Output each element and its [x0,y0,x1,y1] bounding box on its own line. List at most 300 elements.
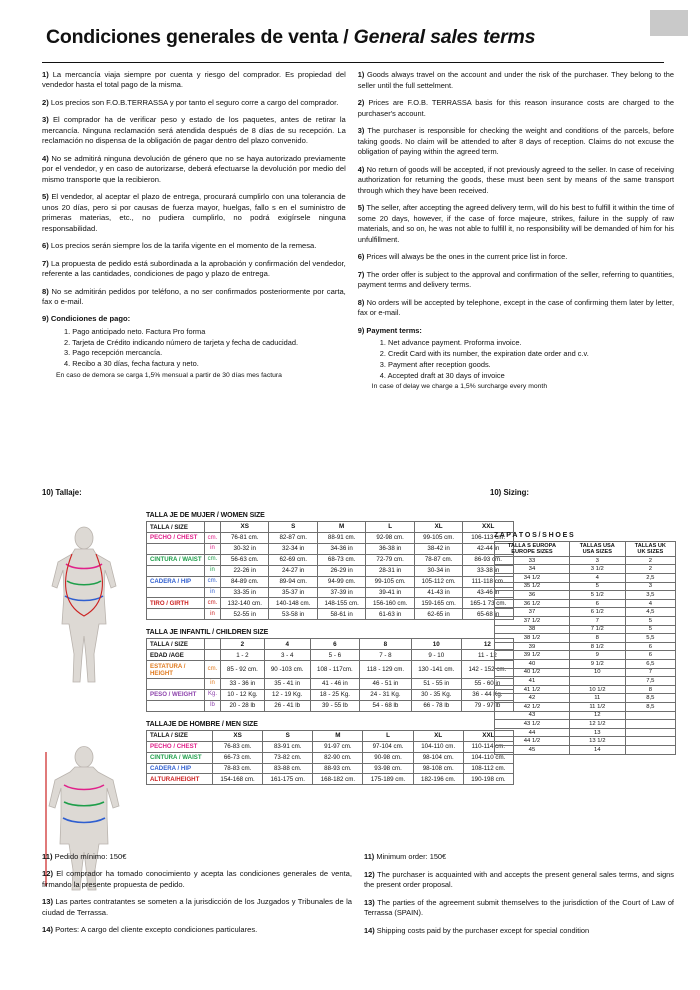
table-cell: 99-105 cm. [414,533,462,544]
sizing-heading-es-text: Tallaje: [55,488,82,497]
table-cell: 32-34 in [269,543,317,554]
table-row [147,752,514,763]
table-header-cell: TALLA / SIZE [147,639,205,650]
table-cell: 6 [625,651,675,660]
table-cell: 104-110 cm. [413,741,463,752]
table-cell: 4 [625,599,675,608]
table-row [495,668,676,677]
clause-text: El comprador ha de verificar peso y estado de los paquetes, antes de retirar la mercancía. Ninguna reclamación será atendida después de 8 días de su recepción. La reclamación no dispensa de la obligación de pagar dentro del plazo convenido. [42,115,346,146]
table-row [495,574,676,583]
table-cell: 83-91 cm. [263,741,313,752]
table-cell: 34-36 in [317,543,365,554]
clause-number: 1) [357,70,367,79]
bottom-clause-number: 11) [364,852,377,861]
woman-figure-icon [36,524,132,689]
table-cell: 12 [569,711,625,720]
table-header-cell: XS [213,730,263,741]
table-cell: 34 [495,565,570,574]
table-cell: 7 [569,617,625,626]
table-cell: 93-98 cm. [363,763,413,774]
clause-number: 8) [42,286,52,296]
row-unit [205,650,221,661]
table-cell: 108-112 cm. [463,763,513,774]
table-row [495,556,676,565]
bottom-clause [364,852,674,863]
table-cell: 39 1/2 [495,651,570,660]
table-row [147,554,514,565]
table-cell: 104-110 cm. [463,752,513,763]
table-header-cell: S [269,522,317,533]
table-row [495,702,676,711]
table-row [495,651,676,660]
terms-column-spanish [42,70,346,392]
table-cell [625,711,675,720]
table-cell: 8,5 [625,702,675,711]
table-row [495,737,676,746]
table-cell: 8,5 [625,694,675,703]
row-label [147,587,205,598]
table-cell: 10 - 12 Kg. [221,689,265,700]
table-cell: 79 - 97 lb [461,700,513,711]
clause-text: Prices are F.O.B. TERRASSA basis for this reason insurance costs are charged to the purchaser's account. [357,98,675,118]
row-unit: in [205,678,221,689]
table-cell: 7 1/2 [569,625,625,634]
table-cell: 72-79 cm. [366,554,414,565]
table-row [147,576,514,587]
table-cell: 36 1/2 [495,599,570,608]
bottom-clause-number: 13) [364,897,378,907]
clause-paragraph [358,252,674,263]
table-cell: 78-83 cm. [213,763,263,774]
table-cell: 58-61 in [317,609,365,620]
table-row [147,650,514,661]
clause-text: La propuesta de pedido está subordinada a la aprobación y confirmación del vendedor, referente a las cantidades, condiciones de pago y plazo de entrega. [42,258,346,279]
table-cell: 86-93 cm. [463,554,514,565]
table-cell: 14 [569,745,625,754]
table-row [495,565,676,574]
clause-paragraph [42,192,346,234]
table-cell [625,737,675,746]
clause-text: No se admitirán pedidos por teléfono, a no ser confirmados posteriormente por carta, fax o e-mail. [42,286,346,306]
terms-columns [42,70,674,392]
clause-paragraph [42,154,346,185]
clause-paragraph [358,126,674,158]
table-cell: 132-140 cm. [221,598,269,609]
clause-paragraph [358,298,674,319]
table-header-cell: S [263,730,313,741]
clause-text: No return of goods will be accepted, if not previously agreed to the seller. In case of receiving authorization for returning the goods, these must been sent by means of the same transport through which they have been received. [357,164,674,195]
clause-text: Prices will always be the ones in the current price list in force. [366,252,568,262]
children-size-block [146,629,514,711]
table-cell: 62-65 in [414,609,462,620]
table-cell: 33 - 36 in [221,678,265,689]
table-cell: 9 - 10 [411,650,461,661]
table-cell: 36 [495,591,570,600]
table-cell: 66-73 cm. [213,752,263,763]
row-label: EDAD /AGE [147,650,205,661]
payment-heading [358,326,674,337]
size-tables [146,512,514,794]
table-header-cell: 2 [221,639,265,650]
women-table-caption: TALLA JE DE MUJER / WOMEN SIZE [146,512,265,519]
clause-number: 6) [42,241,51,251]
bottom-clause-number: 12) [364,869,378,879]
row-unit: cm. [205,598,221,609]
table-header-cell: TALLAS USA USA SIZES [569,542,625,557]
payment-term-item: 2. Credit Card with its number, the expiration date order and c.v. [379,349,589,359]
clause-text: The order offer is subject to the approval and confirmation of the seller, referring to quantities, payment terms and delivery terms. [357,269,674,290]
row-label [147,543,205,554]
table-row [495,694,676,703]
table-cell: 52-55 in [221,609,269,620]
table-cell: 82-87 cm. [269,533,317,544]
table-row [147,700,514,711]
table-header-cell: TALLAS UK UK SIZES [625,542,675,557]
bottom-clause [42,925,352,935]
payment-term-item: 2. Tarjeta de Crédito indicando número de tarjeta y fecha de caducidad. [64,337,299,347]
table-cell [625,745,675,754]
clause-text: La mercancía viaja siempre por cuenta y riesgo del comprador. Es propiedad del vendedor hasta el total pago de la misma. [42,70,346,90]
table-row [495,677,676,686]
row-label: PECHO / CHEST [147,533,205,544]
clause-text: Los precios serán siempre los de la tarifa vigente en el momento de la remesa. [50,241,317,251]
table-cell: 24 - 31 Kg. [360,689,412,700]
table-header-cell: M [317,522,365,533]
table-header-cell: 8 [360,639,412,650]
table-row [495,720,676,729]
bottom-clause [42,897,352,918]
table-cell: 2 [625,565,675,574]
sizing-heading-en-number: 10) [490,488,502,497]
table-cell: 33-35 in [221,587,269,598]
table-header-cell: XL [413,730,463,741]
bottom-clause-text: Minimum order: 150€ [376,852,447,861]
row-label [147,678,205,689]
table-row [495,728,676,737]
table-cell: 5 [625,625,675,634]
row-unit: lb [205,700,221,711]
table-header-cell [205,522,221,533]
row-unit: cm. [205,533,221,544]
clause-number: 5) [42,192,52,202]
table-cell: 43 [495,711,570,720]
sizing-section [42,488,676,497]
table-row [147,609,514,620]
table-header-cell: L [363,730,413,741]
clause-text: Goods always travel on the account and under the risk of the purchaser. They belong to the seller until the full settelment. [357,70,674,90]
table-row [495,745,676,754]
bottom-clause-text: The purchaser is acquainted with and accepts the present general sales terms, and signs the present order proposal. [364,869,674,890]
bottom-clause-number: 13) [42,897,56,907]
table-row [147,661,514,679]
table-cell: 42-44 in [463,543,514,554]
table-cell: 39-41 in [366,587,414,598]
table-cell: 108 - 117cm. [310,661,360,679]
table-cell: 6 [569,599,625,608]
table-cell: 42 [495,694,570,703]
payment-term-item: 3. Pago recepción mercancía. [64,348,163,358]
table-cell: 68-73 cm. [317,554,365,565]
table-cell: 3 [569,556,625,565]
table-cell: 8 1/2 [569,642,625,651]
row-label: CADERA / HIP [147,763,213,774]
table-cell: 7,5 [625,677,675,686]
bottom-clause-number: 14) [42,925,56,935]
payment-term-item: 3. Payment after reception goods. [379,359,491,369]
clause-paragraph [42,98,346,108]
table-cell: 92-98 cm. [366,533,414,544]
table-row [147,763,514,774]
clause-paragraph [42,259,346,280]
table-row [495,625,676,634]
table-cell: 56-63 cm. [221,554,269,565]
table-row [147,678,514,689]
page-title [0,0,700,49]
table-cell: 40 [495,660,570,669]
table-cell: 33 [495,556,570,565]
table-cell: 44 1/2 [495,737,570,746]
table-cell: 106-113 cm. [463,533,514,544]
mannequin-figures [36,524,136,899]
table-cell: 43-46 in [463,587,514,598]
table-cell: 3 - 4 [264,650,310,661]
women-size-table [146,521,514,620]
table-row [495,634,676,643]
table-cell: 1 - 2 [221,650,265,661]
table-cell: 84-89 cm. [221,576,269,587]
table-cell: 10 [569,668,625,677]
table-header-cell: XXL [463,522,514,533]
table-cell: 13 1/2 [569,737,625,746]
clause-number: 3) [42,115,53,125]
clause-paragraph [42,115,346,146]
table-cell: 73-82 cm. [263,752,313,763]
clause-number: 4) [42,153,52,163]
table-cell: 78-87 cm. [414,554,462,565]
bottom-clause-text: The parties of the agreement submit themselves to the jurisdiction of the Court of Law of Terrassa (SPAIN). [364,897,674,918]
clause-text: The seller, after accepting the agreed delivery term, will do his best to fulfill it within the time of some 20 days, however, if the case of force majeure, strikes, failure in the supply of raw materials, and so on, he was not able to fulfill it, no responsibility will be demanded of him for his unfulfillment. [357,203,675,244]
table-cell: 28-31 in [366,565,414,576]
table-cell: 2 [625,556,675,565]
row-unit: in [205,587,221,598]
table-cell: 44 [495,728,570,737]
table-cell: 3,5 [625,591,675,600]
table-cell: 4,5 [625,608,675,617]
table-row [495,685,676,694]
row-label [147,565,205,576]
bottom-column-spanish [42,852,352,943]
row-unit: cm. [205,661,221,679]
table-cell: 51 - 55 in [411,678,461,689]
payment-term-item: 1. Net advance payment. Proforma invoice. [379,338,522,348]
table-row [147,689,514,700]
bottom-clause-text: El comprador ha tomado conocimiento y acepta las condiciones generales de venta, firmando la presente propuesta de pedido. [42,869,353,889]
table-cell: 35 - 41 in [264,678,310,689]
table-header-cell: 4 [264,639,310,650]
table-cell: 98-104 cm. [413,752,463,763]
table-cell: 30-34 in [414,565,462,576]
table-row [147,533,514,544]
table-row [147,543,514,554]
row-unit: in [205,543,221,554]
bottom-clause [42,852,352,862]
table-cell: 165-1 73 cm. [463,598,514,609]
table-cell: 38 1/2 [495,634,570,643]
table-cell: 148-155 cm. [317,598,365,609]
shoes-size-block [494,532,676,755]
table-cell: 35 1/2 [495,582,570,591]
men-size-block [146,721,514,786]
bottom-clause [364,898,674,919]
payment-term-item: 1. Pago anticipado neto. Factura Pro forma [64,326,206,336]
table-cell: 3 1/2 [569,565,625,574]
table-header-cell [205,639,221,650]
row-unit: cm. [205,554,221,565]
table-header-cell: 12 [461,639,513,650]
table-header-cell: XS [221,522,269,533]
bottom-clause [364,926,674,937]
table-cell: 159-165 cm. [414,598,462,609]
table-cell: 154-168 cm. [213,774,263,785]
table-cell: 8 [569,634,625,643]
clause-number: 5) [357,203,367,213]
row-unit: cm. [205,576,221,587]
payment-note: En caso de demora se carga 1,5% mensual a partir de 30 días mes factura [56,371,282,379]
table-cell: 33-38 in [463,565,514,576]
table-cell: 76-83 cm. [213,741,263,752]
clause-paragraph [42,70,346,91]
table-cell: 30 - 35 Kg. [411,689,461,700]
table-row [495,599,676,608]
table-cell: 38-42 in [414,543,462,554]
table-cell: 175-189 cm. [363,774,413,785]
bottom-clause-number: 14) [364,925,377,935]
table-cell: 18 - 25 Kg. [310,689,360,700]
table-cell: 66 - 78 lb [411,700,461,711]
table-cell: 97-104 cm. [363,741,413,752]
table-cell [625,720,675,729]
clause-number: 7) [42,258,52,268]
row-label: ESTATURA / HEIGHT [147,661,205,679]
row-label [147,609,205,620]
sizing-heading-en [490,488,676,497]
table-cell: 99-105 cm. [366,576,414,587]
page-corner-tab [650,10,688,36]
clause-text: No se admitirá ninguna devolución de género que no se haya autorizado previamente por el vendedor, y en caso de autorizarse, deberá efectuarse la devolución por medio del mismo transporte que la recibieron. [42,153,346,184]
sizing-heading-es-number: 10) [42,488,54,497]
clause-text: No orders will be accepted by telephone, except in the case of confirming them later by letter, fax or e-mail. [357,297,674,318]
women-size-block [146,512,514,620]
table-row [495,617,676,626]
table-cell: 91-97 cm. [313,741,363,752]
table-cell: 37 1/2 [495,617,570,626]
table-cell: 42 1/2 [495,702,570,711]
shoes-table-caption: Z A P A T O S / S H O E S [494,532,574,539]
table-cell: 111-118 cm. [463,576,514,587]
table-cell: 2,5 [625,574,675,583]
payment-terms-list [371,338,674,392]
table-cell: 40 1/2 [495,668,570,677]
table-cell: 26-29 in [317,565,365,576]
table-cell: 105-112 cm. [414,576,462,587]
table-header-cell: TALLA / SIZE [147,522,205,533]
table-row [495,591,676,600]
table-cell: 9 [569,651,625,660]
clause-number: 7) [357,269,367,279]
table-cell: 41 - 46 in [310,678,360,689]
bottom-clause-number: 11) [42,852,55,861]
clause-text: El vendedor, al aceptar el plazo de entrega, procurará cumplirlo con una tolerancia de unos 20 días, pero si por causas de fuerza mayor, huelgas, fallo s en el suministro de primeras materias, etc., no pudiera cumplirlo, no podrá exigírsele ninguna responsabilidad. [42,192,346,233]
bottom-column-english [364,852,674,943]
table-header-cell: XL [414,522,462,533]
table-cell: 7 [625,668,675,677]
clause-paragraph [358,203,674,245]
table-cell: 82-90 cm. [313,752,363,763]
row-unit: in [205,609,221,620]
bottom-clause-text: Portes: A cargo del cliente excepto condiciones particulares. [55,925,258,935]
row-label: PECHO / CHEST [147,741,213,752]
table-cell: 41 [495,677,570,686]
table-cell: 54 - 68 lb [360,700,412,711]
table-row [495,660,676,669]
clause-paragraph [358,165,674,197]
table-cell: 34 1/2 [495,574,570,583]
children-table-caption: TALLA JE INFANTIL / CHILDREN SIZE [146,629,269,637]
table-cell: 41-43 in [414,587,462,598]
table-cell: 4 [569,574,625,583]
table-cell: 5,5 [625,634,675,643]
page-title-en: General sales terms [353,26,536,48]
table-cell: 62-69 cm. [269,554,317,565]
table-cell: 161-175 cm. [263,774,313,785]
table-cell: 5 [625,617,675,626]
table-row [495,582,676,591]
table-row [147,587,514,598]
table-cell: 90 -103 cm. [264,661,310,679]
children-size-table [146,638,514,711]
table-row [495,711,676,720]
table-row [495,608,676,617]
row-label [147,700,205,711]
table-cell: 11 1/2 [569,702,625,711]
table-cell: 94-99 cm. [317,576,365,587]
table-cell: 36-38 in [366,543,414,554]
row-unit: Kg. [205,689,221,700]
table-cell: 190-198 cm. [463,774,513,785]
table-cell: 37-39 in [317,587,365,598]
clause-number: 3) [357,126,368,136]
clause-paragraph [42,241,346,251]
table-cell: 38 [495,625,570,634]
table-cell: 43 1/2 [495,720,570,729]
table-cell: 39 [495,642,570,651]
clause-number: 8) [357,297,367,307]
table-cell: 22-26 in [221,565,269,576]
table-cell: 5 - 6 [310,650,360,661]
table-cell: 156-160 cm. [366,598,414,609]
table-cell: 65-68 in [463,609,514,620]
table-cell: 5 [569,582,625,591]
bottom-clause-number: 12) [42,869,57,879]
table-cell: 89-94 cm. [269,576,317,587]
table-cell: 142 - 152 cm. [461,661,513,679]
bottom-clause [364,870,674,891]
table-cell: 36 - 44 Kg. [461,689,513,700]
row-label: CINTURA / WAIST [147,752,213,763]
table-cell: 140-148 cm. [269,598,317,609]
bottom-clause-text: Shipping costs paid by the purchaser except for special condition [376,925,590,935]
table-cell: 88-91 cm. [317,533,365,544]
